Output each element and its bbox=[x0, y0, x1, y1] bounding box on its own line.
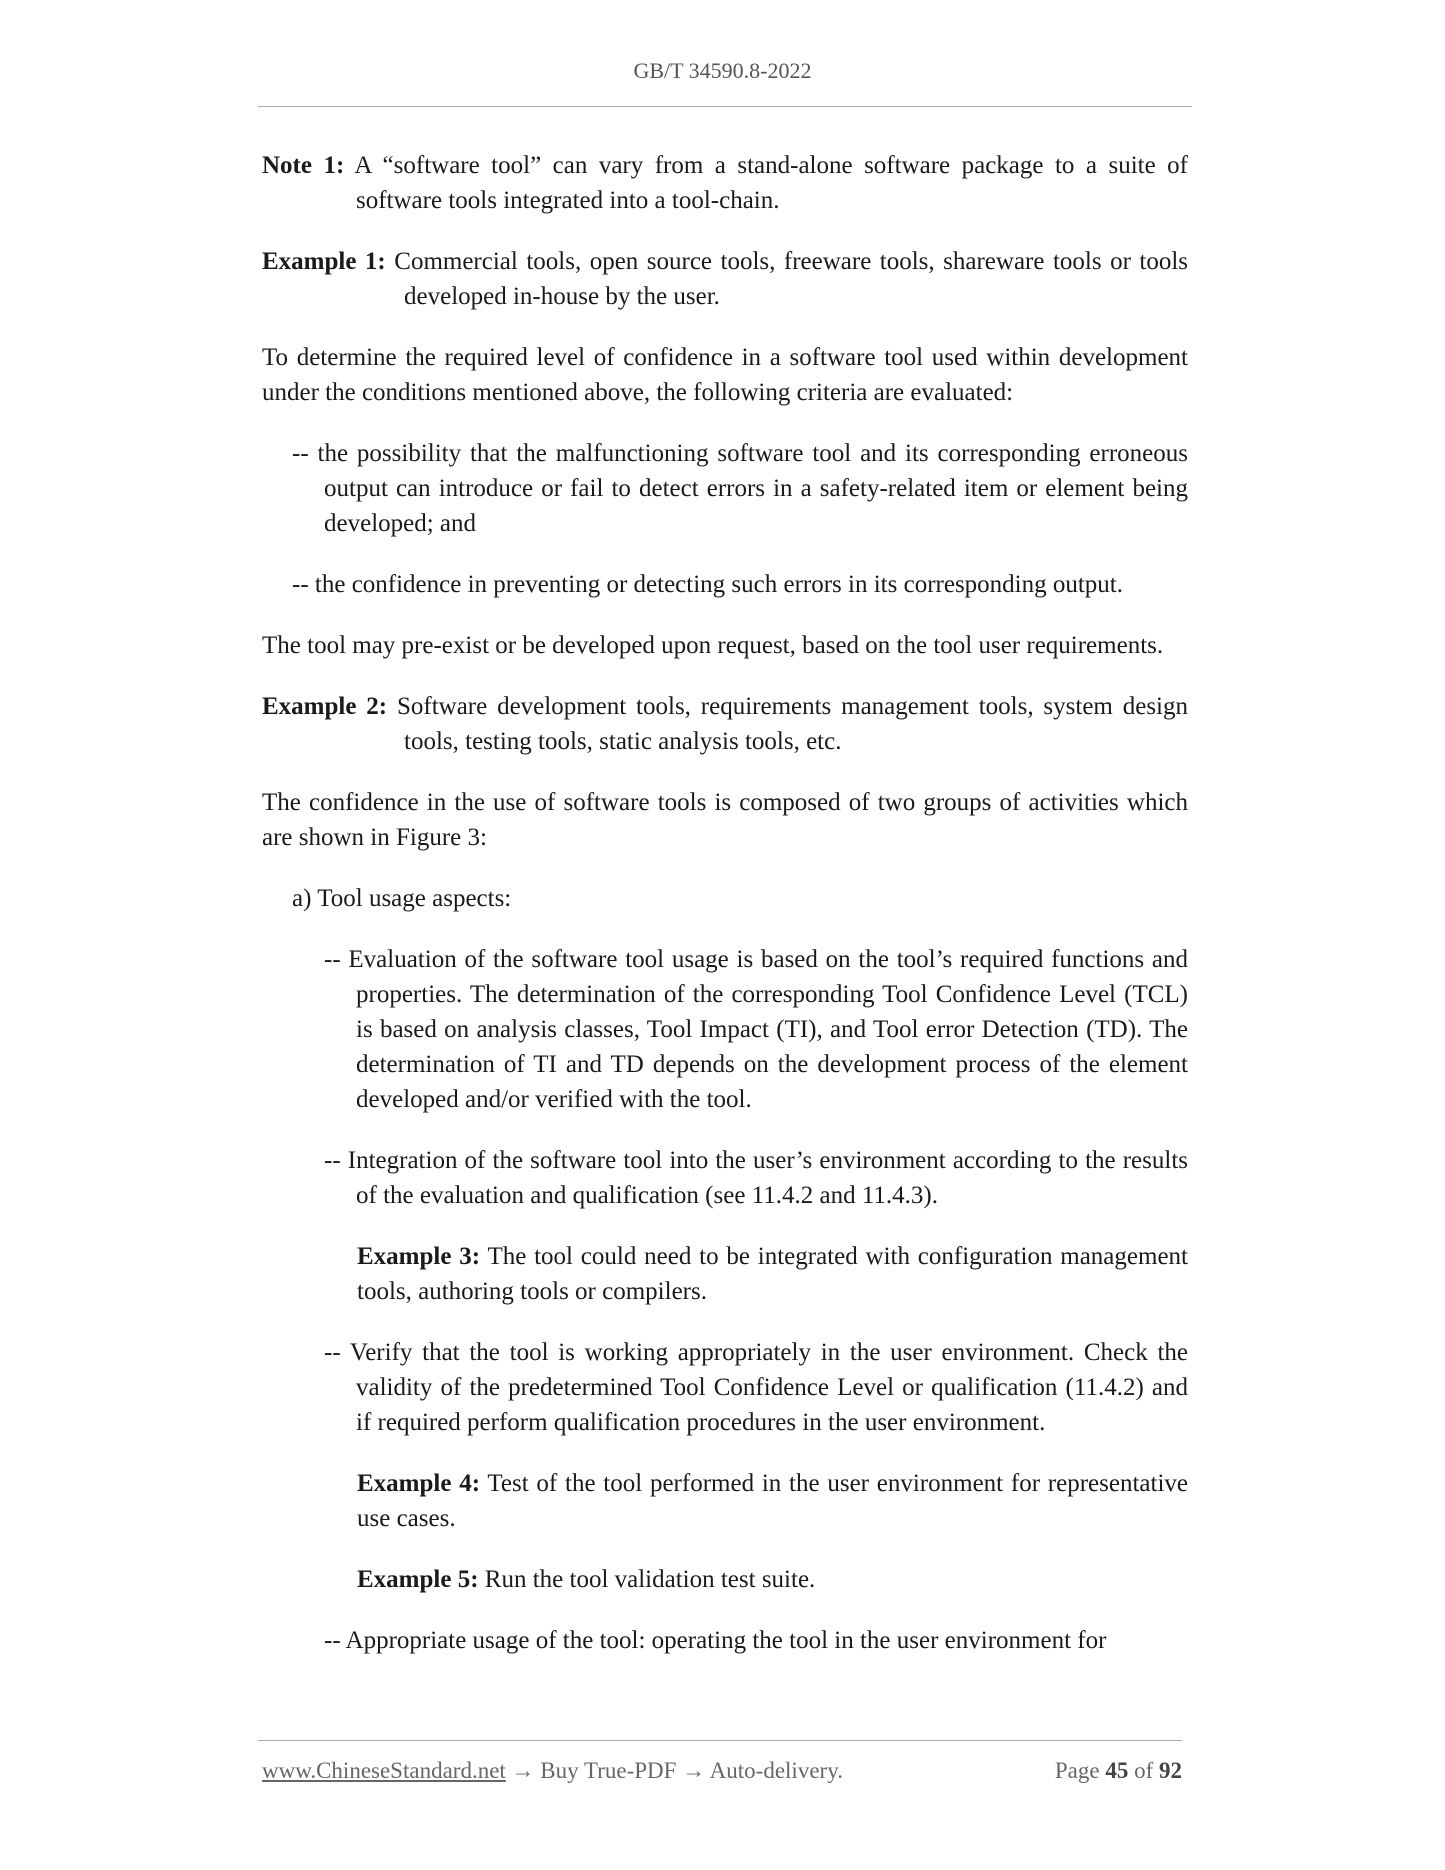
page-number bbox=[1055, 1758, 1182, 1784]
example-5-label: Example 5: bbox=[357, 1566, 479, 1593]
footer-links bbox=[262, 1758, 843, 1784]
note-1-label: Note 1: bbox=[262, 152, 345, 179]
page-total: 92 bbox=[1159, 1758, 1182, 1783]
paragraph-tool-preexist: The tool may pre-exist or be developed upon request, based on the tool user requirements. bbox=[262, 632, 1164, 659]
note-1 bbox=[262, 148, 1188, 218]
example-2 bbox=[262, 689, 1188, 759]
note-1-text: A “software tool” can vary from a stand-alone software package to a suite of software tools integrated into a tool-chain. bbox=[354, 152, 1188, 214]
example-3-label: Example 3: bbox=[357, 1243, 481, 1270]
example-3-text: The tool could need to be integrated with configuration management tools, authoring tools or compilers. bbox=[357, 1243, 1188, 1305]
arrow-icon: → bbox=[511, 1758, 535, 1783]
example-1-label: Example 1: bbox=[262, 248, 386, 275]
buy-text: Buy True-PDF bbox=[540, 1758, 677, 1783]
paragraph-confidence-groups: The confidence in the use of software tools is composed of two groups of activities which are shown in Figure 3: bbox=[262, 789, 1188, 851]
sub-item-appropriate-usage: -- Appropriate usage of the tool: operating the tool in the user environment for bbox=[324, 1627, 1107, 1654]
example-4-text: Test of the tool performed in the user environment for representative use cases. bbox=[357, 1470, 1188, 1532]
delivery-text: Auto-delivery. bbox=[709, 1758, 843, 1783]
paragraph-criteria-intro: To determine the required level of confidence in a software tool used within development under the conditions mentioned above, the following criteria are evaluated: bbox=[262, 344, 1188, 406]
site-link[interactable]: www.ChineseStandard.net bbox=[262, 1758, 506, 1783]
example-3 bbox=[357, 1239, 1188, 1309]
sub-item-evaluation: -- Evaluation of the software tool usage is based on the tool’s required functions and properties. The determination of the corresponding Tool Confidence Level (TCL) is based on analysis classes, Tool Impact (TI), and Tool error Detection (TD). The determination of TI and TD depends on the development process of the element developed and/or verified with the tool. bbox=[324, 946, 1188, 1113]
example-4 bbox=[357, 1466, 1188, 1536]
page-body bbox=[262, 148, 1188, 1684]
example-1-text: Commercial tools, open source tools, freeware tools, shareware tools or tools developed in-house by the user. bbox=[394, 248, 1189, 310]
example-4-label: Example 4: bbox=[357, 1470, 481, 1497]
item-a-heading: a) Tool usage aspects: bbox=[292, 885, 512, 912]
criteria-item-1: -- the possibility that the malfunctioning software tool and its corresponding erroneous output can introduce or fail to detect errors in a safety-related item or element being developed; and bbox=[292, 440, 1188, 537]
sub-item-verify: -- Verify that the tool is working appropriately in the user environment. Check the validity of the predetermined Tool Confidence Level or qualification (11.4.2) and if required perform qualification procedures in the user environment. bbox=[324, 1339, 1188, 1436]
sub-item-integration: -- Integration of the software tool into the user’s environment according to the results of the evaluation and qualification (see 11.4.2 and 11.4.3). bbox=[324, 1147, 1188, 1209]
example-5-text: Run the tool validation test suite. bbox=[484, 1566, 816, 1593]
example-2-text: Software development tools, requirements management tools, system design tools, testing tools, static analysis tools, etc. bbox=[396, 693, 1188, 755]
example-5 bbox=[357, 1562, 1188, 1597]
page-label: Page bbox=[1054, 1758, 1100, 1783]
document-header: GB/T 34590.8-2022 bbox=[633, 58, 812, 83]
example-1 bbox=[262, 244, 1188, 314]
example-2-label: Example 2: bbox=[262, 693, 388, 720]
criteria-item-2: -- the confidence in preventing or detecting such errors in its corresponding output. bbox=[292, 571, 1124, 598]
arrow-icon: → bbox=[682, 1758, 706, 1783]
page-current: 45 bbox=[1105, 1758, 1129, 1783]
of-label: of bbox=[1134, 1758, 1154, 1783]
header-divider bbox=[258, 106, 1192, 107]
footer-divider bbox=[258, 1740, 1182, 1741]
